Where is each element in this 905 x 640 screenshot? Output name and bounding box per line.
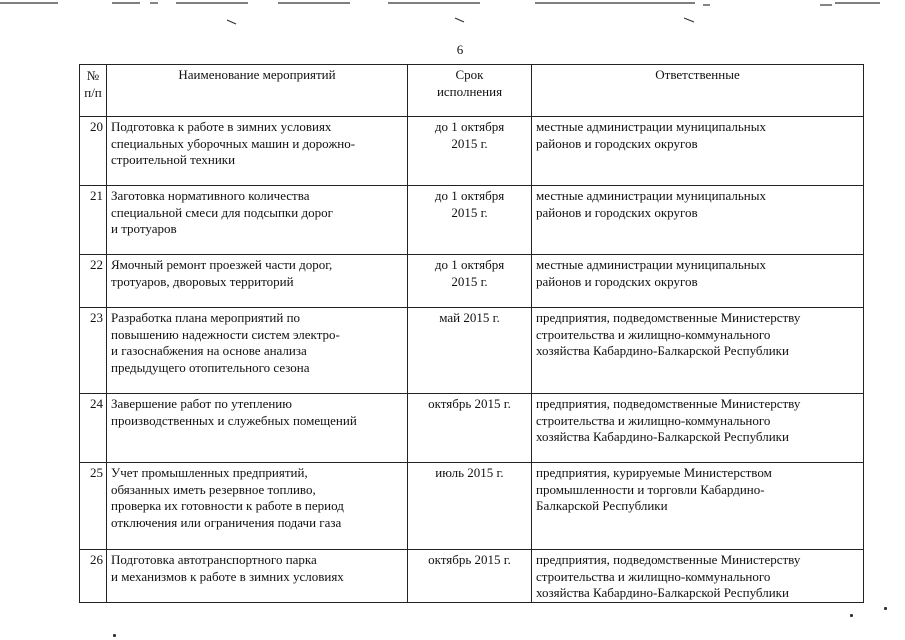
row-number: 26 [80, 550, 107, 603]
table-row [80, 308, 864, 394]
row-responsible: предприятия, подведомственные Министерству строительства и жилищно-коммунального хозяйства Кабардино-Балкарской Республики [532, 394, 864, 463]
row-event-name: Подготовка к работе в зимних условиях специальных уборочных машин и дорожно- строительной техники [107, 117, 408, 186]
row-responsible: местные администрации муниципальных районов и городских округов [532, 186, 864, 255]
scan-speck [884, 607, 887, 610]
row-number: 20 [80, 117, 107, 186]
row-number: 23 [80, 308, 107, 394]
row-event-name: Ямочный ремонт проезжей части дорог, тротуаров, дворовых территорий [107, 255, 408, 308]
row-responsible: предприятия, подведомственные Министерству строительства и жилищно-коммунального хозяйства Кабардино-Балкарской Республики [532, 308, 864, 394]
row-responsible: местные администрации муниципальных районов и городских округов [532, 117, 864, 186]
row-number: 24 [80, 394, 107, 463]
row-term: октябрь 2015 г. [408, 394, 532, 463]
table-row [80, 255, 864, 308]
header-name: Наименование мероприятий [107, 65, 408, 117]
table-row [80, 186, 864, 255]
row-term: до 1 октября 2015 г. [408, 255, 532, 308]
scan-speck [113, 634, 116, 637]
table-row [80, 117, 864, 186]
row-event-name: Подготовка автотранспортного парка и механизмов к работе в зимних условиях [107, 550, 408, 603]
row-responsible: предприятия, подведомственные Министерству строительства и жилищно-коммунального хозяйства Кабардино-Балкарской Республики [532, 550, 864, 603]
events-table [79, 64, 864, 603]
table-row [80, 550, 864, 603]
row-event-name: Учет промышленных предприятий, обязанных иметь резервное топливо, проверка их готовности к работе в период отключения или ограничения подачи газа [107, 463, 408, 550]
row-event-name: Заготовка нормативного количества специальной смеси для подсыпки дорог и тротуаров [107, 186, 408, 255]
header-term: Срок исполнения [408, 65, 532, 117]
page-number: 6 [456, 42, 464, 57]
row-event-name: Завершение работ по утеплению производственных и служебных помещений [107, 394, 408, 463]
row-term: до 1 октября 2015 г. [408, 117, 532, 186]
row-term: май 2015 г. [408, 308, 532, 394]
row-number: 22 [80, 255, 107, 308]
table-row [80, 463, 864, 550]
header-responsible: Ответственные [532, 65, 864, 117]
scan-speck [850, 614, 853, 617]
row-responsible: предприятия, курируемые Министерством промышленности и торговли Кабардино- Балкарской Республики [532, 463, 864, 550]
scan-artifact-lines [0, 0, 905, 30]
header-number: № п/п [80, 65, 107, 117]
row-responsible: местные администрации муниципальных районов и городских округов [532, 255, 864, 308]
row-number: 21 [80, 186, 107, 255]
row-event-name: Разработка плана мероприятий по повышению надежности систем электро- и газоснабжения на основе анализа предыдущего отопительного сезона [107, 308, 408, 394]
table-row [80, 394, 864, 463]
row-number: 25 [80, 463, 107, 550]
row-term: до 1 октября 2015 г. [408, 186, 532, 255]
row-term: июль 2015 г. [408, 463, 532, 550]
row-term: октябрь 2015 г. [408, 550, 532, 603]
table-header-row [80, 65, 864, 117]
